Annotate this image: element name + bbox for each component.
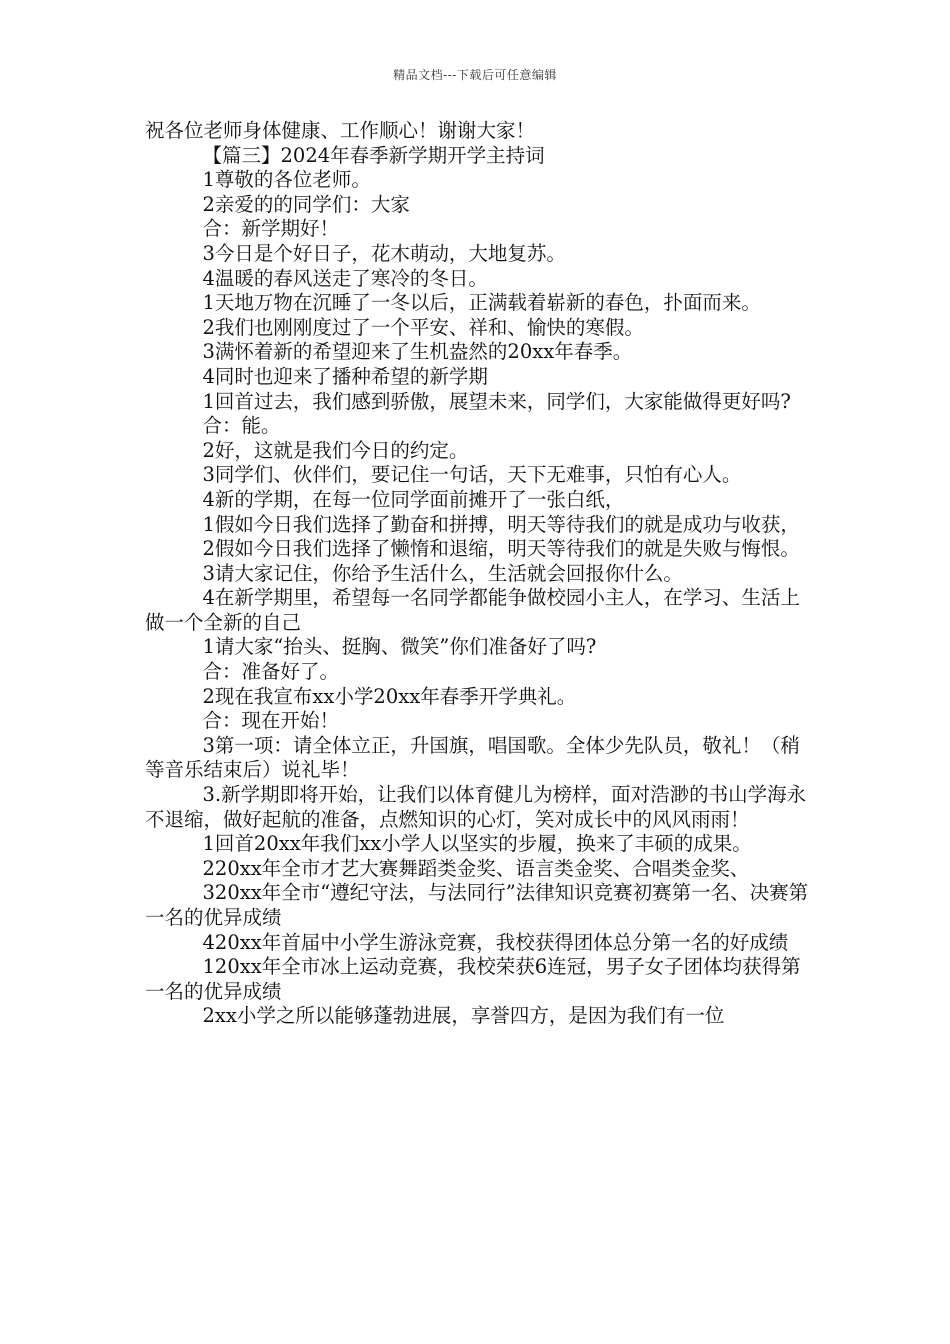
paragraph: 合：准备好了。 (202, 660, 340, 684)
paragraph: 合：现在开始！ (202, 709, 340, 733)
paragraph: 3第一项：请全体立正，升国旗，唱国歌。全体少先队员，敬礼！（稍等音乐结束后）说礼毕！ (145, 733, 800, 782)
paragraph: 祝各位老师身体健康、工作顺心！谢谢大家！ (145, 119, 536, 142)
paragraph: 4在新学期里，希望每一名同学都能争做校园小主人，在学习、生活上做一个全新的自己 (145, 586, 800, 634)
paragraph: 1天地万物在沉睡了一冬以后，正满载着崭新的春色，扑面而来。 (202, 291, 761, 315)
paragraph: 3同学们、伙伴们，要记住一句话，天下无难事，只怕有心人。 (202, 463, 742, 487)
paragraph: 3满怀着新的希望迎来了生机盎然的20xx年春季。 (202, 340, 633, 364)
paragraph: 2我们也刚刚度过了一个平安、祥和、愉快的寒假。 (202, 315, 644, 339)
page-header-watermark: 精品文档---下载后可任意编辑 (393, 68, 557, 82)
paragraph: 420xx年首届中小学生游泳竞赛，我校获得团体总分第一名的好成绩 (202, 930, 789, 954)
paragraph: 3请大家记住，你给予生活什么，生活就会回报你什么。 (202, 561, 683, 585)
paragraph: 3.新学期即将开始，让我们以体育健儿为榜样，面对浩渺的书山学海永不退缩，做好起航的准备，点燃知识的心灯，笑对成长中的风风雨雨！ (145, 783, 807, 831)
paragraph: 1请大家“抬头、挺胸、微笑”你们准备好了吗? (202, 635, 597, 659)
paragraph: 2好，这就是我们今日的约定。 (202, 438, 469, 462)
paragraph: 2现在我宣布xx小学20xx年春季开学典礼。 (202, 684, 577, 708)
paragraph: 2假如今日我们选择了懒惰和退缩，明天等待我们的就是失败与悔恨。 (202, 537, 800, 561)
paragraph: 1尊敬的各位老师。 (202, 168, 371, 192)
document-body (145, 119, 810, 1029)
paragraph: 1回首过去，我们感到骄傲，展望未来，同学们，大家能做得更好吗? (202, 389, 791, 413)
paragraph: 【篇三】2024年春季新学期开学主持词 (202, 143, 545, 167)
paragraph: 120xx年全市冰上运动竞赛，我校荣获6连冠，男子女子团体均获得第一名的优异成绩 (145, 955, 801, 1003)
paragraph: 2亲爱的的同学们：大家 (202, 192, 410, 216)
paragraph: 3今日是个好日子，花木萌动，大地复苏。 (202, 241, 566, 265)
paragraph: 1回首20xx年我们xx小学人以坚实的步履，换来了丰硕的成果。 (202, 832, 752, 856)
paragraph: 合：能。 (202, 414, 281, 438)
paragraph: 4新的学期，在每一位同学面前摊开了一张白纸， (202, 487, 625, 511)
paragraph: 1假如今日我们选择了勤奋和拼搏，明天等待我们的就是成功与收获， (202, 512, 800, 536)
paragraph: 220xx年全市才艺大赛舞蹈类金奖、语言类金奖、合唱类金奖、 (202, 856, 750, 880)
paragraph: 320xx年全市“遵纪守法，与法同行”法律知识竞赛初赛第一名、决赛第一名的优异成绩 (145, 881, 809, 929)
paragraph: 2xx小学之所以能够蓬勃进展，享誉四方，是因为我们有一位 (202, 1004, 725, 1028)
paragraph: 4温暖的春风送走了寒冷的冬日。 (202, 266, 488, 290)
paragraph: 4同时也迎来了播种希望的新学期 (202, 364, 488, 388)
paragraph: 合：新学期好！ (202, 217, 340, 241)
